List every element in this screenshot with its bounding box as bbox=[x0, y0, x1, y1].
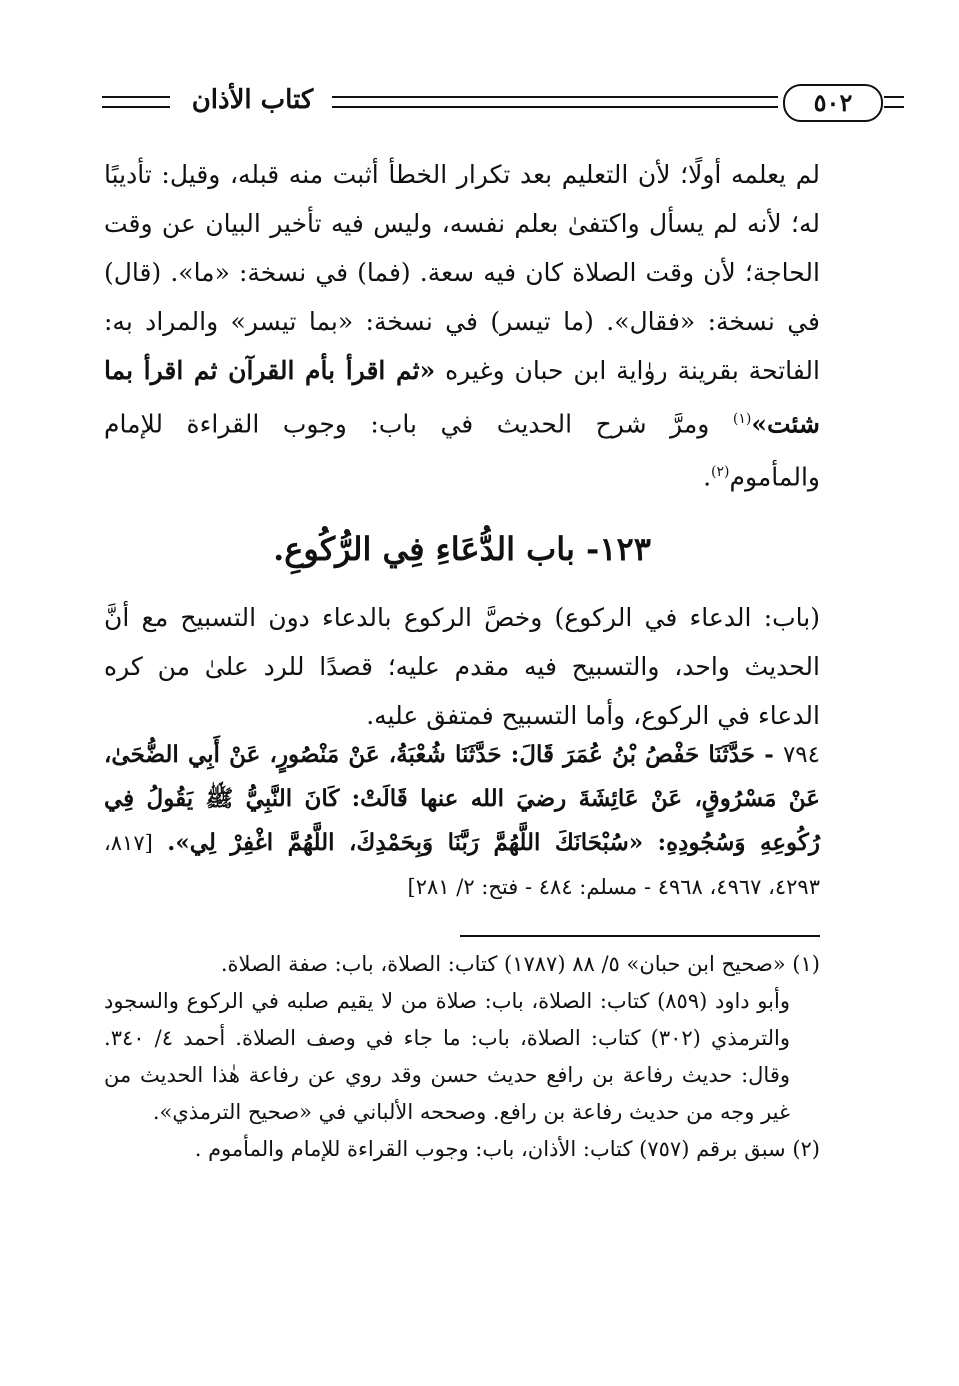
header-rule-middle bbox=[332, 96, 778, 108]
footnote-ref-2: (٢) bbox=[711, 464, 730, 481]
intro-text-1: لم يعلمه أولًا؛ لأن التعليم بعد تكرار الخطأ أثبت منه قبله، وقيل: تأديبًا له؛ لأنه لم يسأل واكتفىٰ بعلم نفسه، وليس فيه تأخير البيان عن وقت الحاجة؛ لأن وقت الصلاة كان فيه سعة. (فما) في نسخة: «ما». (قال) في نسخة: «فقال». (ما تيسر) في نسخة: «بما تيسر» والمراد به: الفاتحة بقرينة روٰاية ابن حبان وغيره bbox=[104, 160, 820, 385]
running-header bbox=[100, 84, 853, 124]
intro-text-2: ومرَّ شرح الحديث في باب: وجوب القراءة للإمام والمأموم bbox=[104, 409, 820, 492]
footnote-separator bbox=[460, 935, 820, 937]
footnote-ref-1: (١) bbox=[732, 411, 752, 427]
header-rule-right bbox=[884, 96, 904, 108]
footnotes bbox=[104, 946, 820, 1168]
intro-text-3: . bbox=[703, 462, 712, 492]
bab-commentary: (باب: الدعاء في الركوع) وخصَّ الركوع بالدعاء دون التسبيح مع أنَّ الحديث واحد، والتسبيح فيه مقدم عليه؛ قصدًا للرد علىٰ من كره الدعاء في الركوع، وأما التسبيح فمتفق عليه. bbox=[104, 603, 820, 730]
footnote-1-continued: وأبو داود (٨٥٩) كتاب: الصلاة، باب: صلاة من لا يقيم صلبه في الركوع والسجود والترمذي (٣٠٢) كتاب: الصلاة، باب: ما جاء في وصف الصلاة. أحمد ٤/ ٣٤٠. وقال: حديث رفاعة بن رافع حديث حسن وقد روي عن رفاعة هٰذا الحديث من غير وجه من حديث رفاعة بن رافع. وصححه الألباني في «صحيح الترمذي». bbox=[104, 989, 790, 1124]
hadith-text bbox=[104, 733, 820, 909]
intro-quote: «ثم اقرأ بأم القرآن ثم اقرأ بما شئت» bbox=[104, 356, 820, 439]
hadith-number: ٧٩٤ bbox=[782, 742, 820, 768]
footnote-2: (٢) سبق برقم (٧٥٧) كتاب: الأذان، باب: وجوب القراءة للإمام والمأموم . bbox=[194, 1137, 820, 1161]
hadith-body: - حَدَّثَنَا حَفْصُ بْنُ عُمَرَ قَالَ: حَدَّثَنَا شُعْبَةُ، عَنْ مَنْصُورٍ، عَنْ أَبِي الضُّحَىٰ، عَنْ مَسْرُوقٍ، عَنْ عَائِشَةَ رضيَ الله عنها قَالَتْ: كَانَ النَّبِيُّ ﷺ يَقُولُ فِي رُكُوعِهِ وَسُجُودِهِ: «سُبْحَانَكَ اللَّهُمَّ رَبَّنَا وَبِحَمْدِكَ، اللَّهُمَّ اغْفِرْ لِي». bbox=[104, 741, 820, 856]
page-number: ٥٠٢ bbox=[783, 84, 883, 122]
intro-paragraph bbox=[104, 150, 820, 502]
chapter-heading: ١٢٣- باب الدُّعَاءِ فِي الرُّكُوعِ. bbox=[273, 530, 651, 568]
header-book-title: كتاب الأذان bbox=[191, 85, 314, 115]
footnote-1: (١) «صحيح ابن حبان» ٥/ ٨٨ (١٧٨٧) كتاب: الصلاة، باب: صفة الصلاة. bbox=[220, 952, 820, 976]
hadith-references: [٨١٧، ٤٢٩٣، ٤٩٦٧، ٤٩٦٨ - مسلم: ٤٨٤ - فتح: ٢/ ٢٨١] bbox=[104, 831, 820, 899]
header-rule-left bbox=[102, 96, 170, 108]
